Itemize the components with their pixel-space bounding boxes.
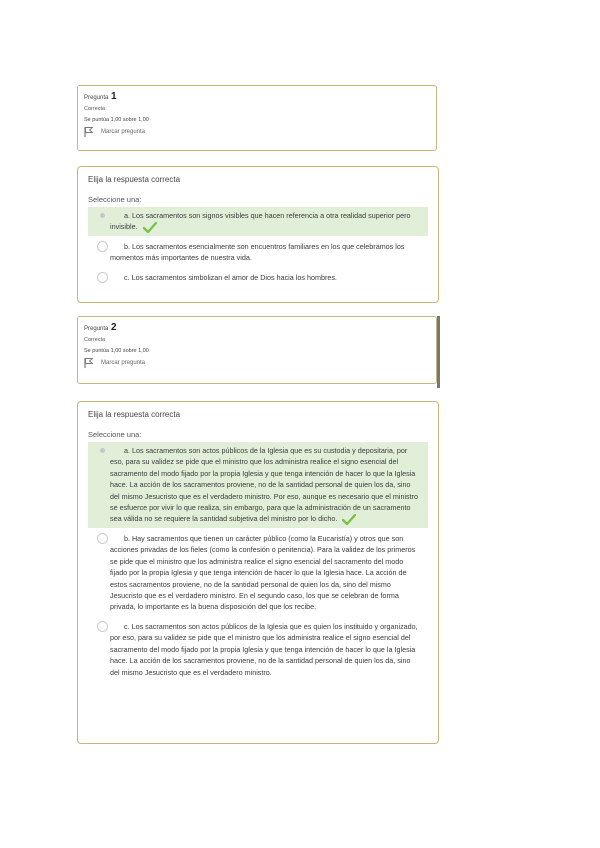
question-number: Pregunta 2 xyxy=(84,322,117,333)
answer-text: a. Los sacramentos son actos públicos de la Iglesia que es su custodia y depositaria, por eso, para su validez se pide que el ministro que los administra realice el signo esencial del sacramento del modo fijado por la propia Iglesia y que tenga intención de hacer lo que la Iglesia hace. La acción de los sacramentos proviene, no de la santidad personal de quien los da, sino del mismo Jesucristo que es el verdadero ministro. Por eso, aunque es necesario que el ministro se esfuerce por vivir lo que realiza, sin embargo, para que la administración de un sacramento sea válida no se requiere la santidad subjetiva del ministro por lo dicho. xyxy=(110,446,419,524)
answer-option-c[interactable] xyxy=(88,269,428,286)
question-2-content xyxy=(77,401,439,744)
select-one-label: Seleccione una: xyxy=(88,195,142,204)
answer-text: c. Los sacramentos son actos públicos de la Iglesia que es quien los instituido y organizado, por eso, para su validez se pide que el ministro que los administra realice el signo esencial del sacramento del modo fijado por la propia Iglesia y que tenga intención de hacer lo que la Iglesia hace. La acción de los sacramentos proviene, no de la santidad personal de quien los da, sino del mismo Jesucristo que es el verdadero ministro. xyxy=(110,621,418,677)
answer-option-a[interactable] xyxy=(88,207,428,236)
flag-question-button[interactable] xyxy=(84,127,430,137)
answer-text: b. Hay sacramentos que tienen un carácter público (como la Eucaristía) y otros que son acciones privadas de los fieles (como la confesión o penitencia). Para la validez de los primeros se pide que el ministro que los administra realice el signo esencial del sacramento del modo fijado por la propia Iglesia y que tenga intención de hacer lo que la Iglesia hace. La acción de estos sacramentos proviene, no de la santidad personal de quien los da, sino del mismo Jesucristo que es el verdadero ministro. En el segundo caso, los que se celebran de forma privada, lo importante es la buena disposición del que los recibe. xyxy=(110,534,416,612)
flag-question-button[interactable] xyxy=(84,358,430,368)
question-1-content xyxy=(77,166,439,303)
radio-c[interactable] xyxy=(97,621,108,632)
scrollbar[interactable] xyxy=(437,316,440,388)
radio-b[interactable] xyxy=(97,533,108,544)
answer-option-c[interactable] xyxy=(88,618,428,681)
radio-c[interactable] xyxy=(97,272,108,283)
radio-a[interactable] xyxy=(97,210,108,221)
answer-text: c. Los sacramentos simbolizan el amor de Dios hacia los hombres. xyxy=(124,272,337,282)
answer-option-b[interactable] xyxy=(88,238,428,267)
check-icon xyxy=(143,222,157,233)
answer-option-a[interactable] xyxy=(88,442,428,528)
question-prompt: Elija la respuesta correcta xyxy=(88,175,181,184)
answer-text: a. Los sacramentos son signos visibles que hacen referencia a otra realidad superior pero invisible. xyxy=(110,211,411,232)
question-2-info xyxy=(77,316,437,384)
question-prompt: Elija la respuesta correcta xyxy=(88,410,181,419)
check-icon xyxy=(342,514,356,525)
flag-icon xyxy=(84,127,93,137)
question-grade: Se puntúa 1,00 sobre 1,00 xyxy=(84,348,149,354)
question-state: Correcta xyxy=(84,337,106,343)
question-grade: Se puntúa 1,00 sobre 1,00 xyxy=(84,117,149,123)
question-number: Pregunta 1 xyxy=(84,91,117,102)
question-1-info xyxy=(77,85,437,151)
answer-text: b. Los sacramentos esencialmente son encuentros familiares en los que celebramos los momentos más importantes de nuestra vida. xyxy=(110,242,405,263)
flag-icon xyxy=(84,358,93,368)
flag-label: Marcar pregunta xyxy=(101,360,146,366)
radio-b[interactable] xyxy=(97,241,108,252)
radio-a[interactable] xyxy=(97,445,108,456)
answer-option-b[interactable] xyxy=(88,530,428,616)
flag-label: Marcar pregunta xyxy=(101,129,146,135)
select-one-label: Seleccione una: xyxy=(88,430,142,439)
question-state: Correcta xyxy=(84,106,106,112)
